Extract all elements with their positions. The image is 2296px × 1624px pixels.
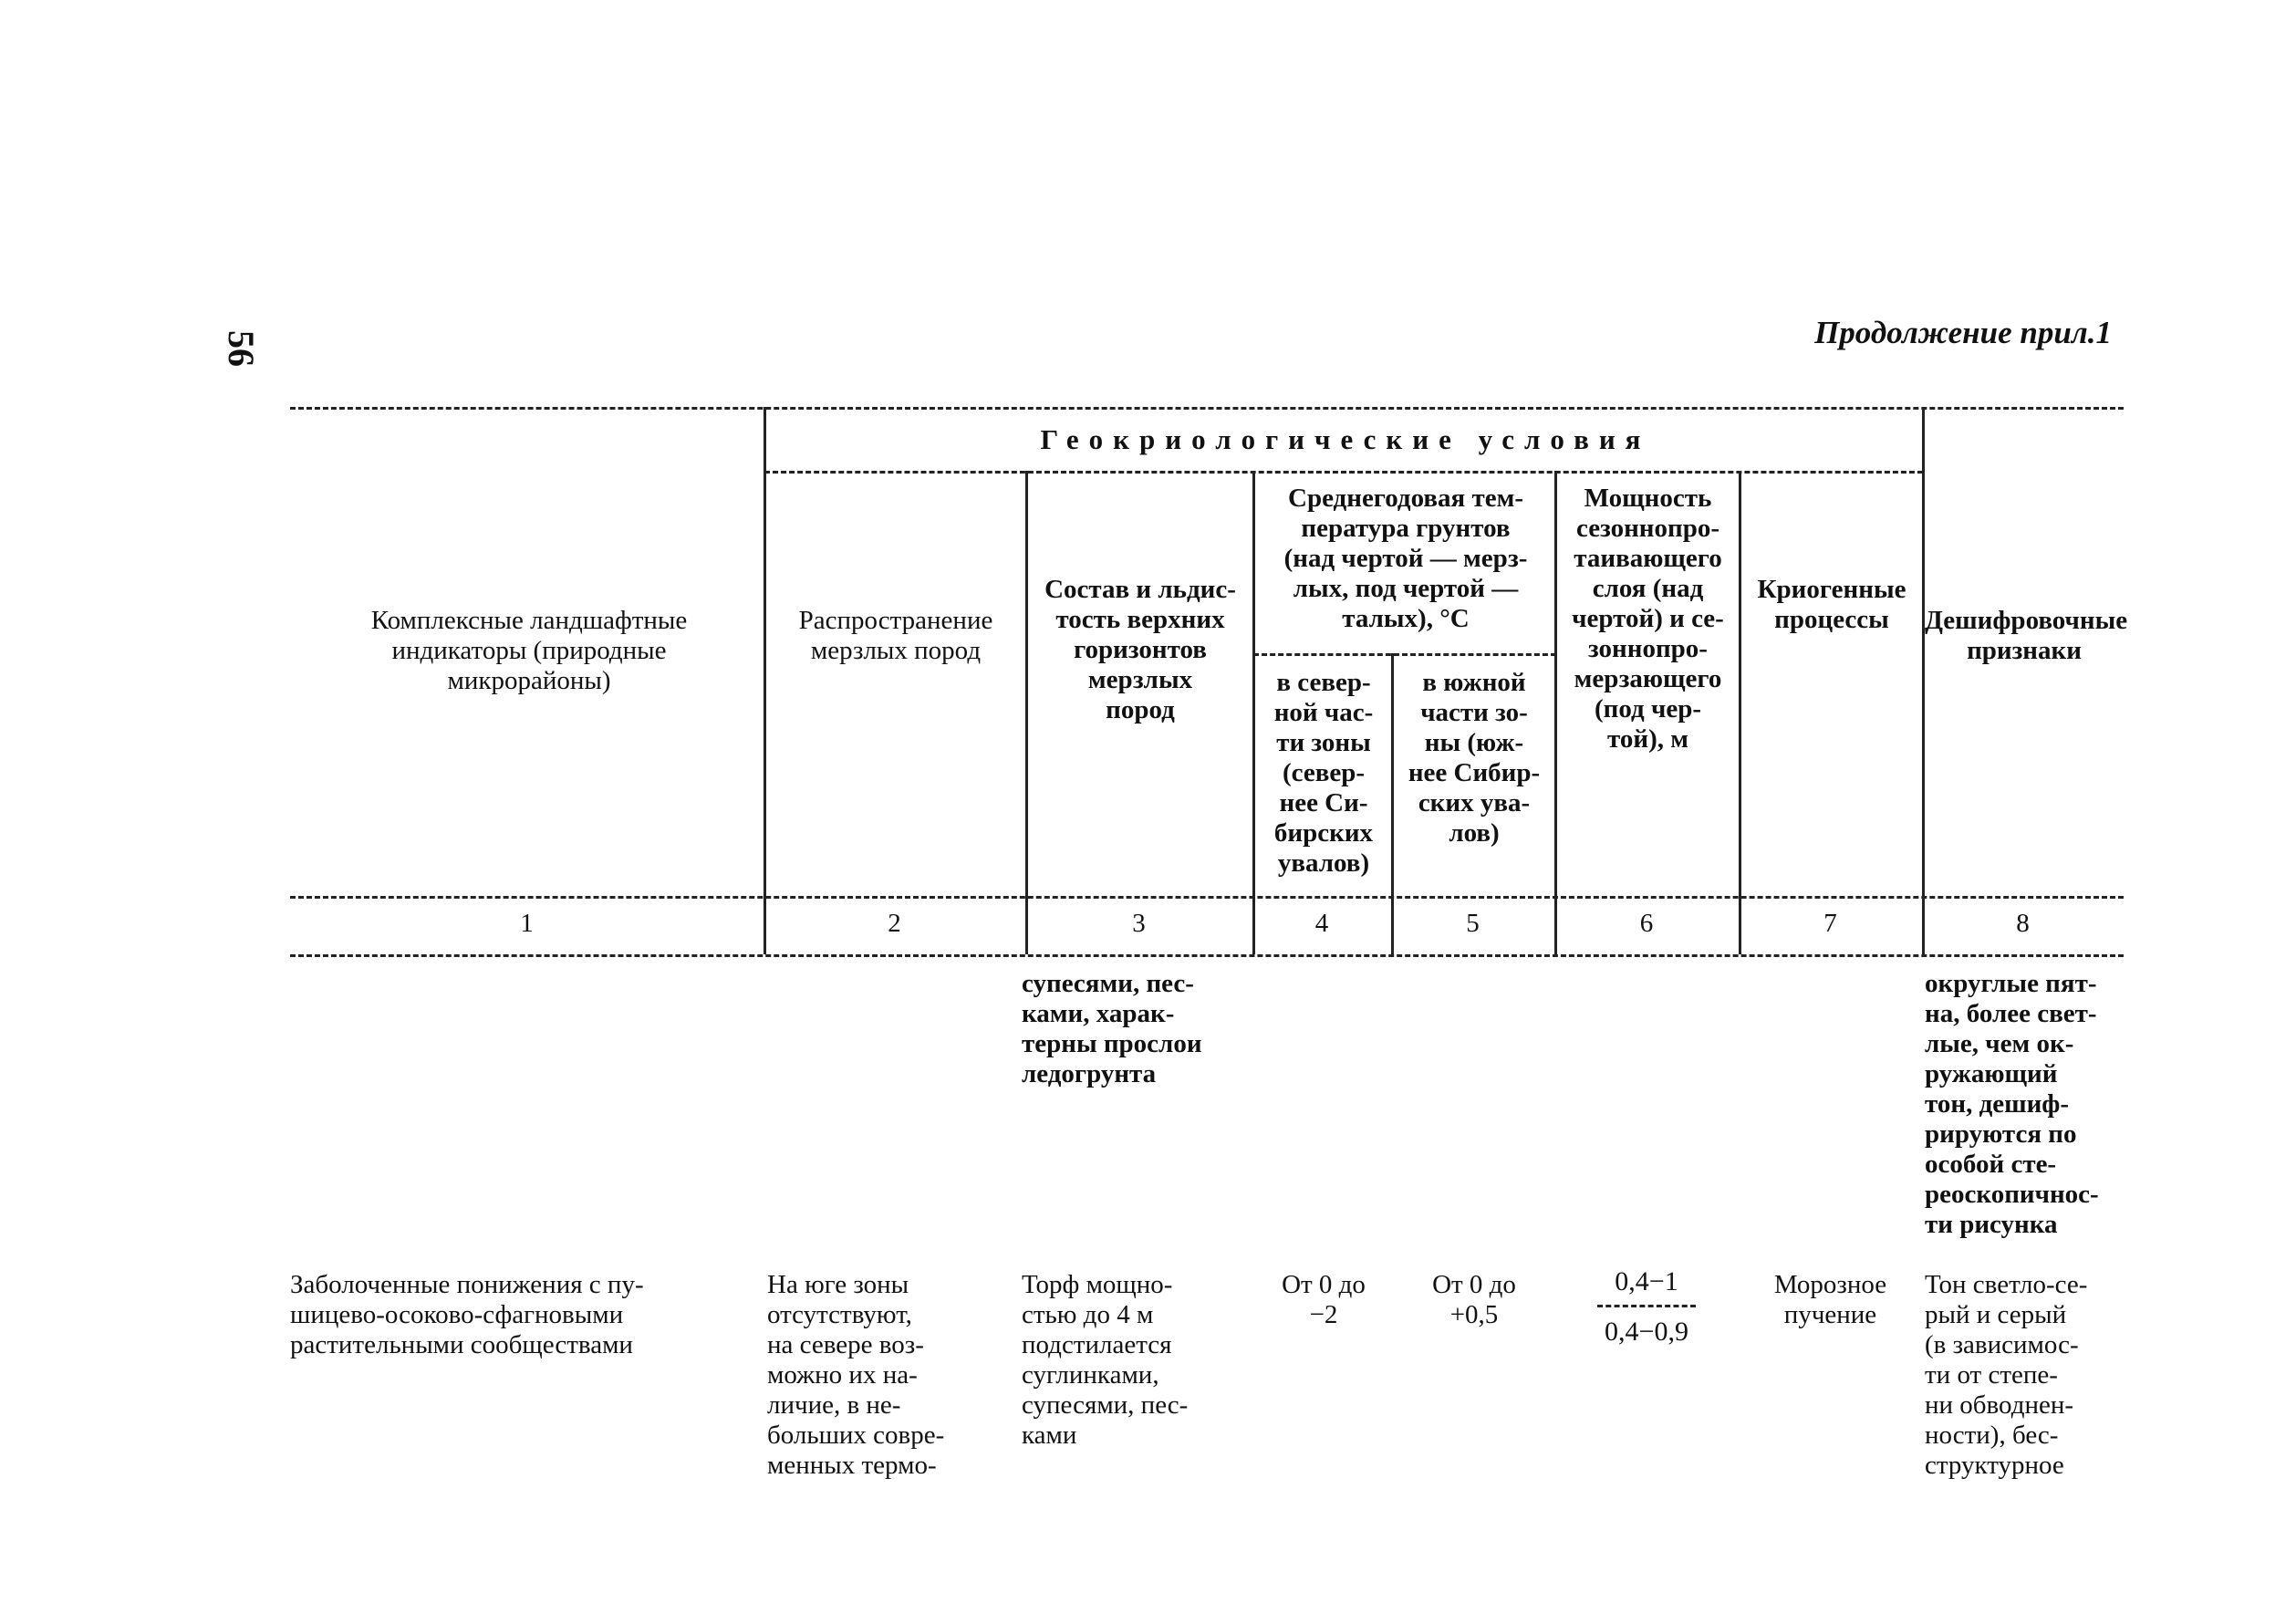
header-temp-north: в север- ной час- ти зоны (север- нее Си- бирских увалов) <box>1273 668 1374 878</box>
temp-subgroup-rule <box>1253 653 1556 656</box>
column-number-3: 3 <box>1132 909 1146 938</box>
table-top-rule <box>290 407 2124 410</box>
row-temp-south: От 0 до +0,5 <box>1432 1270 1516 1329</box>
col-divider-1 <box>764 407 766 954</box>
row-distribution: На юге зоны отсутствуют, на севере воз- можно их на- личие, в не- больших совре- менных термо- <box>767 1270 945 1480</box>
header-cryogenic-processes: Криогенные процессы <box>1757 575 1906 634</box>
column-number-8: 8 <box>2016 909 2030 938</box>
row-composition: Торф мощно- стью до 4 м подстилается суглинками, супесями, пес- ками <box>1022 1270 1189 1450</box>
column-number-1: 1 <box>520 909 534 938</box>
header-layer-thickness: Мощность сезоннопро- таивающего слоя (над чертой) и се- зоннопро- мерзающего (под чер- той), м <box>1572 484 1724 754</box>
row-landscape-indicator: Заболоченные понижения с пу- шицево-осоково-сфагновыми растительными сообществами <box>290 1270 644 1359</box>
column-number-2: 2 <box>888 909 901 938</box>
fraction-bar <box>1597 1305 1696 1307</box>
column-number-7: 7 <box>1823 909 1837 938</box>
header-distribution: Распространение мерзлых пород <box>798 606 993 665</box>
row-temp-north: От 0 до −2 <box>1282 1270 1366 1329</box>
continuation-caption: Продолжение прил.1 <box>1814 315 2112 350</box>
row-cryogenic-process: Морозное пучение <box>1773 1270 1887 1329</box>
row-thickness-thaw: 0,4−1 <box>1615 1266 1678 1296</box>
col-divider-6 <box>1739 471 1741 954</box>
column-number-5: 5 <box>1466 909 1480 938</box>
column-number-4: 4 <box>1314 909 1329 938</box>
row-thickness-fraction <box>1592 1266 1701 1348</box>
header-interpretation-signs: Дешифровочные признаки <box>1925 606 2128 665</box>
column-numbers-bottom-rule <box>290 954 2124 957</box>
col-divider-7 <box>1922 407 1925 954</box>
continued-row-composition: супесями, пес- ками, харак- терны прослои ледогрунта <box>1022 969 1202 1088</box>
header-landscape-indicators: Комплексные ландшафтные индикаторы (природные микрорайоны) <box>370 606 688 695</box>
header-temp-south: в южной части зо- ны (юж- нее Сибир- ских ува- лов) <box>1408 668 1541 848</box>
row-interpretation: Тон светло-се- рый и серый (в зависимос- ти от степе- ни обводнен- ности), бес- структурное <box>1925 1270 2088 1480</box>
geo-group-header: Геокриологические условия <box>1040 423 1651 455</box>
row-thickness-freeze: 0,4−0,9 <box>1605 1317 1688 1347</box>
page-number: 56 <box>221 330 262 367</box>
continued-row-interpretation: округлые пят- на, более свет- лые, чем ок- ружающий тон, дешиф- рируются по особой сте- реоскопичнос- ти рисунка <box>1925 969 2099 1239</box>
geo-group-rule <box>764 471 1923 474</box>
header-composition: Состав и льдис- тость верхних горизонтов мерзлых пород <box>1044 575 1236 724</box>
header-bottom-rule <box>290 896 2124 899</box>
temp-group-header: Среднегодовая тем- пература грунтов (над чертой — мерз- лых, под чертой — талых), °С <box>1283 484 1528 633</box>
column-number-6: 6 <box>1639 909 1654 938</box>
